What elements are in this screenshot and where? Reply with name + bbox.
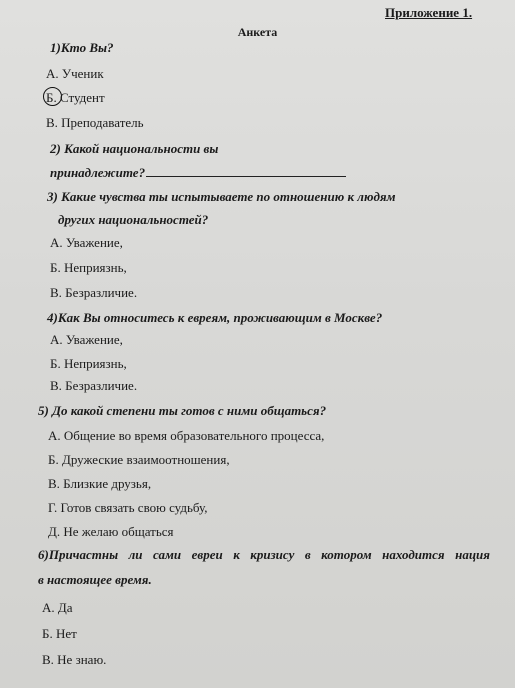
q6-word: нация bbox=[455, 547, 490, 562]
question-1: 1)Кто Вы? bbox=[50, 40, 114, 55]
question-2-line-2 bbox=[50, 165, 346, 181]
q5-option-c[interactable]: В. Близкие друзья, bbox=[48, 476, 152, 491]
q5-option-b[interactable]: Б. Дружеские взаимоотношения, bbox=[48, 452, 230, 467]
question-3-line-1: 3) Какие чувства ты испытываете по отношению к людям bbox=[47, 189, 396, 204]
question-6-line-2: в настоящее время. bbox=[38, 572, 152, 587]
q6-word: котором bbox=[321, 547, 372, 562]
q4-option-a[interactable]: А. Уважение, bbox=[50, 332, 123, 347]
question-2-line-1: 2) Какой национальности вы bbox=[50, 141, 219, 156]
appendix-label: Приложение 1. bbox=[385, 5, 473, 20]
q6-word: к bbox=[233, 547, 240, 562]
q6-word: евреи bbox=[191, 547, 223, 562]
q5-option-a[interactable]: А. Общение во время образовательного процесса, bbox=[48, 428, 325, 443]
q3-option-b[interactable]: Б. Неприязнь, bbox=[50, 260, 127, 275]
question-3-line-2: других национальностей? bbox=[58, 212, 209, 227]
q6-word: кризису bbox=[250, 547, 295, 562]
q1-option-b-selected[interactable]: Б. Студент bbox=[46, 90, 105, 105]
q6-word: ли bbox=[128, 547, 143, 562]
q5-option-d[interactable]: Г. Готов связать свою судьбу, bbox=[48, 500, 208, 515]
q6-word: 6)Причастны bbox=[38, 547, 119, 562]
q4-option-c[interactable]: В. Безразличие. bbox=[50, 378, 138, 393]
q6-option-b[interactable]: Б. Нет bbox=[42, 626, 77, 641]
q6-word: в bbox=[304, 547, 311, 562]
question-6-line-1 bbox=[38, 547, 490, 563]
q1-option-c[interactable]: В. Преподаватель bbox=[46, 115, 144, 130]
q3-option-a[interactable]: А. Уважение, bbox=[50, 235, 123, 250]
q6-word: находится bbox=[382, 547, 445, 562]
q4-option-b[interactable]: Б. Неприязнь, bbox=[50, 356, 127, 371]
page-title: Анкета bbox=[237, 25, 278, 39]
q6-option-a[interactable]: А. Да bbox=[42, 600, 73, 615]
answer-blank-line[interactable] bbox=[146, 165, 346, 177]
q5-option-e[interactable]: Д. Не желаю общаться bbox=[48, 524, 174, 539]
q1-option-a[interactable]: А. Ученик bbox=[46, 66, 104, 81]
question-5: 5) До какой степени ты готов с ними общаться? bbox=[38, 403, 327, 418]
q6-option-c[interactable]: В. Не знаю. bbox=[42, 652, 107, 667]
q3-option-c[interactable]: В. Безразличие. bbox=[50, 285, 138, 300]
q6-word: сами bbox=[153, 547, 182, 562]
question-4: 4)Как Вы относитесь к евреям, проживающим в Москве? bbox=[47, 310, 383, 325]
question-2-text: принадлежите? bbox=[50, 165, 146, 180]
